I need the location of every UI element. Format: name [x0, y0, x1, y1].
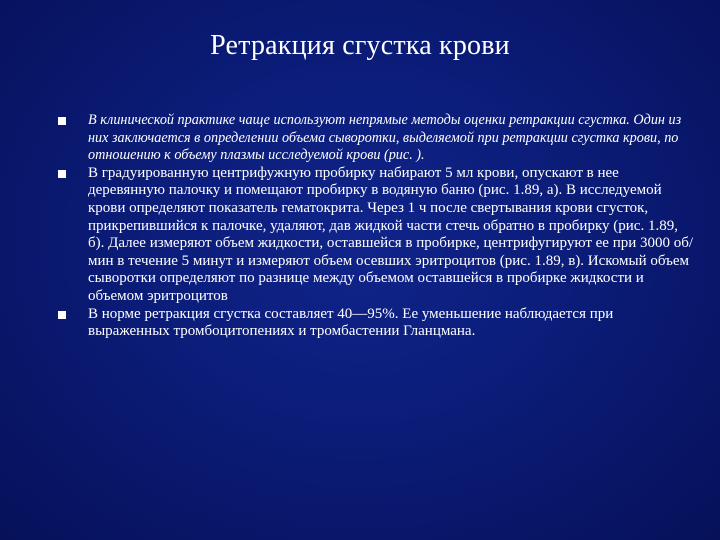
- bullet-item-3: [55, 306, 695, 341]
- slide-title: Ретракция сгустка крови: [210, 30, 510, 61]
- square-bullet-icon: [58, 170, 66, 178]
- bullet-text: В градуированную центрифужную пробирку набирают 5 мл крови, опускают в нее деревянную палочку и помещают пробирку в водяную баню (рис. 1.89, а). В исследуемой крови определяют показатель гематокрита. Через 1 ч после свертывания крови сгусток, прикрепившийся к палочке, удаляют, дав жидкой части стечь обратно в пробирку (рис. 1.89, б). Далее измеряют объем жидкости, оставшейся в пробирке, центрифугируют ее при 3000 об/мин в течение 5 минут и измеряют объем осевших эритроцитов (рис. 1.89, в). Искомый объем сыворотки определяют по разнице между объемом оставшейся в пробирке жидкости и объемом эритроцитов: [88, 164, 694, 304]
- bullet-item-2: [55, 165, 695, 306]
- square-bullet-icon: [58, 311, 66, 319]
- bullet-text: В норме ретракция сгустка составляет 40—95%. Ее уменьшение наблюдается при выраженных тромбоцитопениях и тромбастении Гланцмана.: [88, 305, 614, 340]
- bullet-text: В клинической практике чаще используют непрямые методы оценки ретракции сгустка. Один из них заключается в определении объема сыворотки, выделяемой при ретракции сгустка крови, по отношению к объему плазмы исследуемой крови (рис. ).: [88, 112, 682, 164]
- bullet-list: [55, 112, 695, 341]
- bullet-item-1: [55, 112, 695, 165]
- square-bullet-icon: [58, 117, 66, 125]
